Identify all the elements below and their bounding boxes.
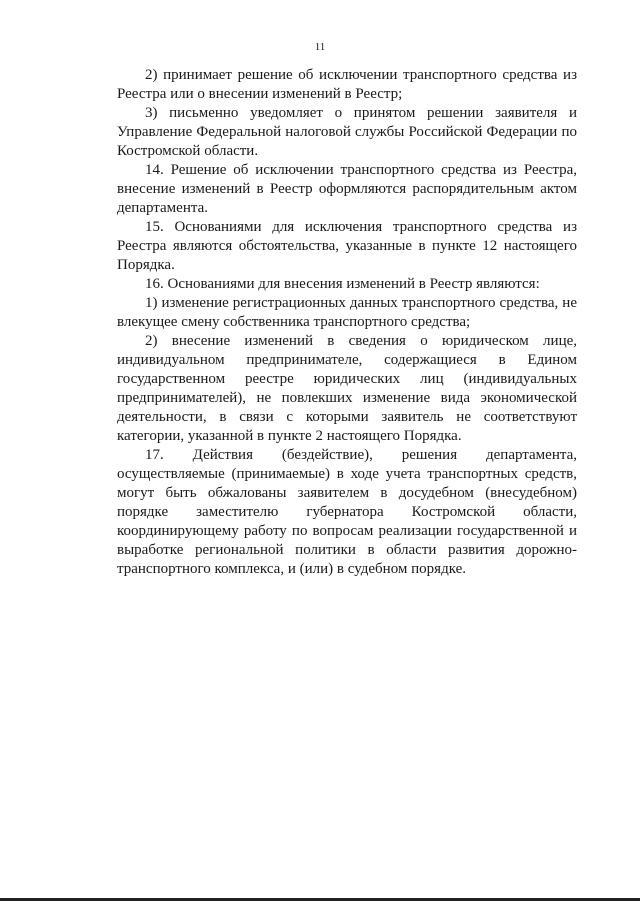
paragraph-item-3: 3) письменно уведомляет о принятом решении заявителя и Управление Федеральной налоговой службы Российской Федерации по Костромской области. [117,105,577,159]
page-number: 11 [314,41,326,53]
document-body [117,66,577,579]
paragraph-item-2: 2) принимает решение об исключении транспортного средства из Реестра или о внесении изменений в Реестр; [117,67,577,102]
paragraph-section-16-item-1: 1) изменение регистрационных данных транспортного средства, не влекущее смену собственника транспортного средства; [117,295,577,330]
paragraph-section-17: 17. Действия (бездействие), решения департамента, осуществляемые (принимаемые) в ходе учета транспортных средств, могут быть обжалованы заявителем в досудебном (внесудебном) порядке заместителю губернатора Костромской области, координирующему работу по вопросам реализации государственной и выработке региональной политики в области развития дорожно-транспортного комплекса, и (или) в судебном порядке. [117,447,577,577]
paragraph-section-15: 15. Основаниями для исключения транспортного средства из Реестра являются обстоятельства, указанные в пункте 12 настоящего Порядка. [117,219,577,273]
scan-bottom-edge [0,898,640,901]
paragraph-section-14: 14. Решение об исключении транспортного средства из Реестра, внесение изменений в Реестр оформляются распорядительным актом департамента. [117,162,577,216]
paragraph-section-16: 16. Основаниями для внесения изменений в Реестр являются: [145,276,540,292]
paragraph-section-16-item-2: 2) внесение изменений в сведения о юридическом лице, индивидуальном предпринимателе, содержащиеся в Едином государственном реестре юридических лиц (индивидуальных предпринимателей), не повлекших изменение вида экономической деятельности, в связи с которыми заявитель не соответствуют категории, указанной в пункте 2 настоящего Порядка. [117,333,577,444]
